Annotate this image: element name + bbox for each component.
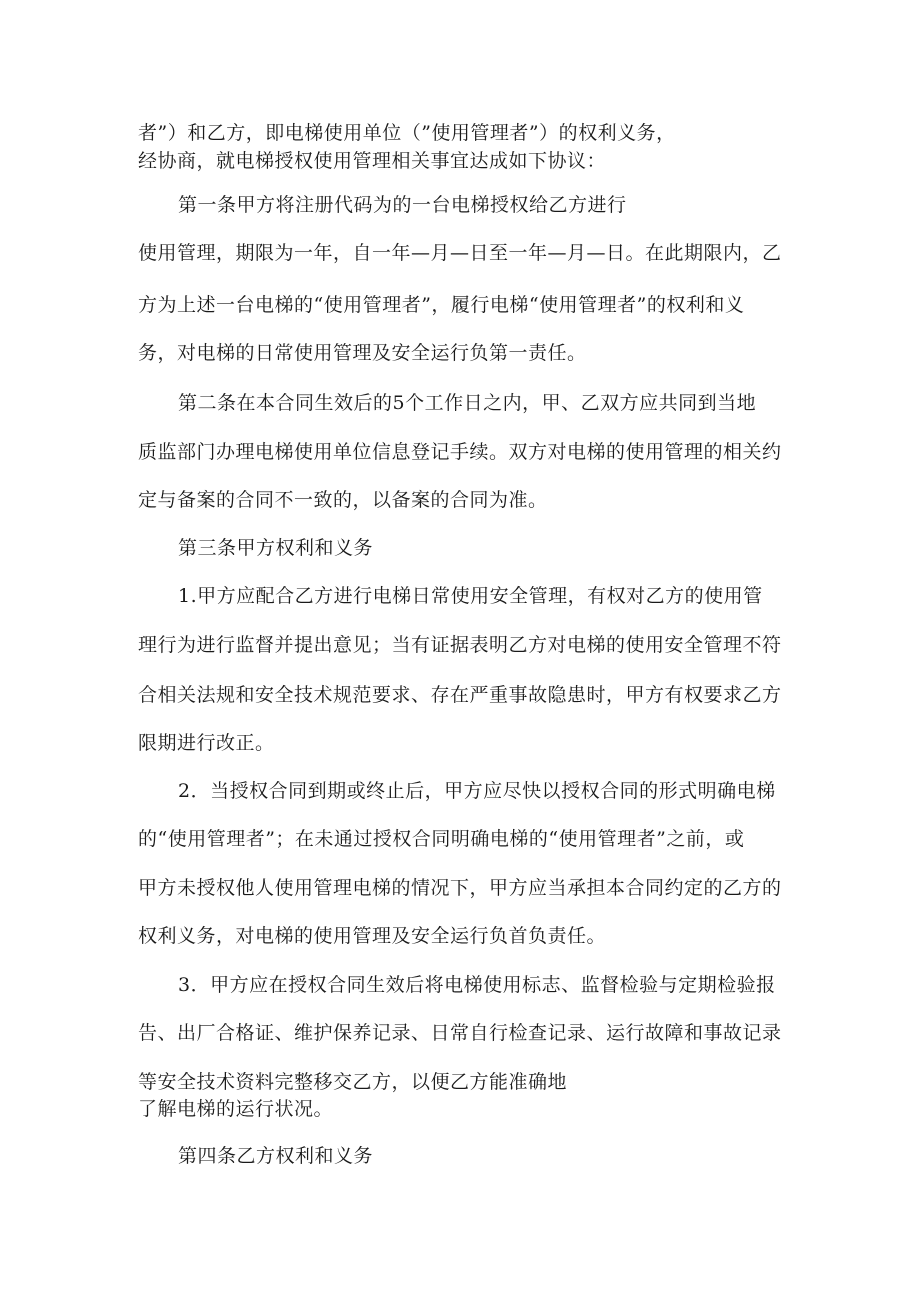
- text-line: 合相关法规和安全技术规范要求、存在严重事故隐患时，甲方有权要求乙方: [138, 684, 782, 706]
- text-line: 2．当授权合同到期或终止后，甲方应尽快以授权合同的形式明确电梯: [178, 780, 776, 802]
- text-line: 限期进行改正。: [138, 732, 275, 754]
- text-line: 定与备案的合同不一致的，以备案的合同为准。: [138, 489, 548, 511]
- section-heading: 第三条甲方权利和义务: [178, 537, 374, 559]
- text-line: 等安全技术资料完整移交乙方，以便乙方能准确地: [138, 1071, 568, 1093]
- text-line: 务，对电梯的日常使用管理及安全运行负第一责任。: [138, 342, 587, 364]
- text-line: 理行为进行监督并提出意见；当有证据表明乙方对电梯的使用安全管理不符: [138, 634, 782, 656]
- text-line: 经协商，就电梯授权使用管理相关事宜达成如下协议：: [138, 150, 607, 172]
- text-line: 了解电梯的运行状况。: [138, 1098, 334, 1120]
- text-line: 第一条甲方将注册代码为的一台电梯授权给乙方进行: [178, 194, 627, 216]
- text-line: 权利义务，对电梯的使用管理及安全运行负首负责任。: [138, 925, 607, 947]
- text-line: 者”）和乙方，即电梯使用单位（”使用管理者”）的权利义务，: [138, 122, 676, 144]
- text-line: 1.甲方应配合乙方进行电梯日常使用安全管理，有权对乙方的使用管: [178, 585, 763, 607]
- text-line: 方为上述一台电梯的“使用管理者”，履行电梯“使用管理者”的权利和义: [138, 294, 745, 316]
- text-line: 甲方未授权他人使用管理电梯的情况下，甲方应当承担本合同约定的乙方的: [138, 877, 782, 899]
- text-line: 质监部门办理电梯使用单位信息登记手续。双方对电梯的使用管理的相关约: [138, 441, 782, 463]
- text-line: 第二条在本合同生效后的5个工作日之内，甲、乙双方应共同到当地: [178, 392, 757, 414]
- text-line: 3．甲方应在授权合同生效后将电梯使用标志、监督检验与定期检验报: [178, 974, 776, 996]
- section-heading: 第四条乙方权利和义务: [178, 1145, 374, 1167]
- text-line: 的“使用管理者”；在未通过授权合同明确电梯的“使用管理者”之前，或: [138, 828, 745, 850]
- text-line: 告、出厂合格证、维护保养记录、日常自行检查记录、运行故障和事故记录: [138, 1022, 782, 1044]
- text-line: 使用管理，期限为一年，自一年—月—日至一年—月—日。在此期限内，乙: [138, 242, 782, 264]
